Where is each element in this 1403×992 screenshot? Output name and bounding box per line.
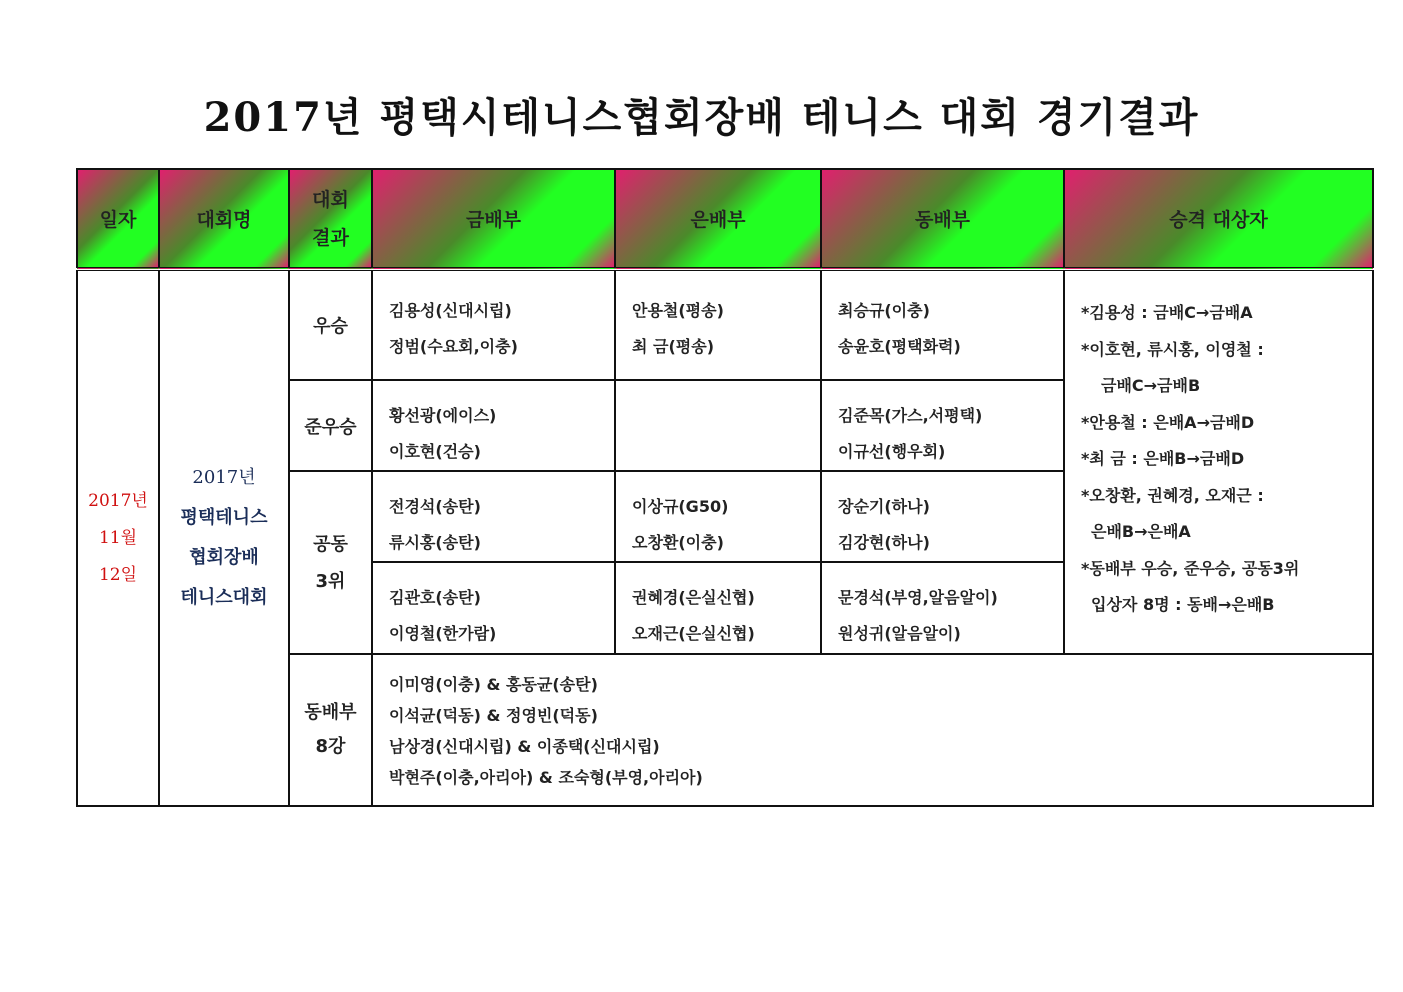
third-b-silver-cell bbox=[615, 562, 821, 654]
list-item: 원성귀(알음알이) bbox=[838, 624, 961, 643]
event-name-line2: 평택테니스 bbox=[180, 507, 268, 528]
result-label-bronze-8 bbox=[289, 654, 372, 806]
list-item: 김강현(하나) bbox=[838, 533, 930, 552]
list-item: 이미영(이충) & 홍동균(송탄) bbox=[389, 675, 598, 694]
list-item: 남상경(신대시립) & 이종택(신대시립) bbox=[389, 737, 660, 756]
header-gold: 금배부 bbox=[372, 169, 615, 269]
promotion-line: 은배B→은배A bbox=[1091, 522, 1191, 541]
list-item: 오재근(은실신협) bbox=[632, 624, 755, 643]
runner-up-gold-cell bbox=[372, 380, 615, 471]
event-name-line3: 협회장배 bbox=[189, 547, 259, 568]
list-item: 전경석(송탄) bbox=[389, 497, 481, 516]
header-date: 일자 bbox=[77, 169, 159, 269]
promotion-cell bbox=[1064, 269, 1373, 654]
list-item: 김준목(가스,서평택) bbox=[838, 406, 983, 425]
header-row bbox=[77, 169, 1373, 269]
list-item: 박현주(이충,아리아) & 조숙형(부영,아리아) bbox=[389, 768, 703, 787]
result-label-winner: 우승 bbox=[289, 269, 372, 380]
list-item: 이규선(행우회) bbox=[838, 442, 946, 461]
list-item: 황선광(에이스) bbox=[389, 406, 497, 425]
winner-bronze-cell bbox=[821, 269, 1064, 380]
table-row-winner bbox=[77, 269, 1373, 380]
header-result bbox=[289, 169, 372, 269]
results-table bbox=[76, 168, 1374, 807]
promotion-line: *최 금 : 은배B→금배D bbox=[1081, 449, 1245, 468]
result-label-third-line1: 공동 bbox=[313, 533, 348, 555]
promotion-line: *안용철 : 은배A→금배D bbox=[1081, 412, 1255, 432]
promotion-line: 금배C→금배B bbox=[1101, 376, 1201, 395]
list-item: 문경석(부영,알음알이) bbox=[838, 588, 998, 607]
header-event-name: 대회명 bbox=[159, 169, 289, 269]
result-label-third bbox=[289, 471, 372, 654]
list-item: 최승규(이충) bbox=[838, 301, 930, 320]
winner-silver-cell bbox=[615, 269, 821, 380]
event-name-line4: 테니스대회 bbox=[180, 587, 268, 608]
promotion-line: 입상자 8명 : 동배→은배B bbox=[1091, 595, 1275, 614]
list-item: 이상규(G50) bbox=[632, 497, 729, 516]
bronze-8-pairs-cell bbox=[372, 654, 1373, 806]
third-a-gold-cell bbox=[372, 471, 615, 562]
list-item: 김관호(송탄) bbox=[389, 588, 481, 607]
promotion-line: *동배부 우승, 준우승, 공동3위 bbox=[1081, 558, 1300, 578]
result-label-runner-up: 준우승 bbox=[289, 380, 372, 471]
date-cell bbox=[77, 269, 159, 806]
list-item: 송윤호(평택화력) bbox=[838, 337, 961, 356]
list-item: 오창환(이충) bbox=[632, 533, 724, 552]
list-item: 권혜경(은실신협) bbox=[632, 588, 755, 607]
promotion-line: *김용성 : 금배C→금배A bbox=[1081, 303, 1253, 322]
list-item: 안용철(평송) bbox=[632, 301, 724, 320]
winner-gold-cell bbox=[372, 269, 615, 380]
list-item: 이영철(한가람) bbox=[389, 624, 497, 643]
date-year: 2017년 bbox=[88, 490, 148, 511]
header-silver: 은배부 bbox=[615, 169, 821, 269]
result-label-bronze-8-line1: 동배부 bbox=[304, 702, 357, 723]
list-item: 최 금(평송) bbox=[632, 337, 715, 356]
list-item: 장순기(하나) bbox=[838, 497, 930, 516]
result-label-third-line2: 3위 bbox=[315, 570, 346, 592]
third-a-silver-cell bbox=[615, 471, 821, 562]
runner-up-silver-cell bbox=[615, 380, 821, 471]
list-item: 김용성(신대시립) bbox=[389, 301, 512, 320]
event-name-line1: 2017년 bbox=[192, 467, 256, 488]
third-b-gold-cell bbox=[372, 562, 615, 654]
list-item: 류시홍(송탄) bbox=[389, 533, 481, 552]
header-result-line1: 대회 bbox=[312, 188, 349, 211]
header-promotion: 승격 대상자 bbox=[1064, 169, 1373, 269]
event-name-cell bbox=[159, 269, 289, 806]
runner-up-bronze-cell bbox=[821, 380, 1064, 471]
promotion-line: *오창환, 권혜경, 오재근 : bbox=[1081, 485, 1264, 505]
header-bronze: 동배부 bbox=[821, 169, 1064, 269]
list-item: 정범(수요회,이충) bbox=[389, 337, 518, 356]
date-day: 12일 bbox=[98, 564, 138, 585]
third-b-bronze-cell bbox=[821, 562, 1064, 654]
list-item: 이석균(덕동) & 정영빈(덕동) bbox=[389, 706, 598, 725]
list-item: 이호현(건승) bbox=[389, 442, 481, 461]
promotion-line: *이호현, 류시홍, 이영철 : bbox=[1081, 339, 1264, 359]
page-title: 2017년 평택시테니스협회장배 테니스 대회 경기결과 bbox=[203, 94, 1200, 141]
third-a-bronze-cell bbox=[821, 471, 1064, 562]
date-month: 11월 bbox=[98, 527, 138, 548]
result-label-bronze-8-line2: 8강 bbox=[315, 736, 346, 757]
header-result-line2: 결과 bbox=[312, 226, 349, 249]
